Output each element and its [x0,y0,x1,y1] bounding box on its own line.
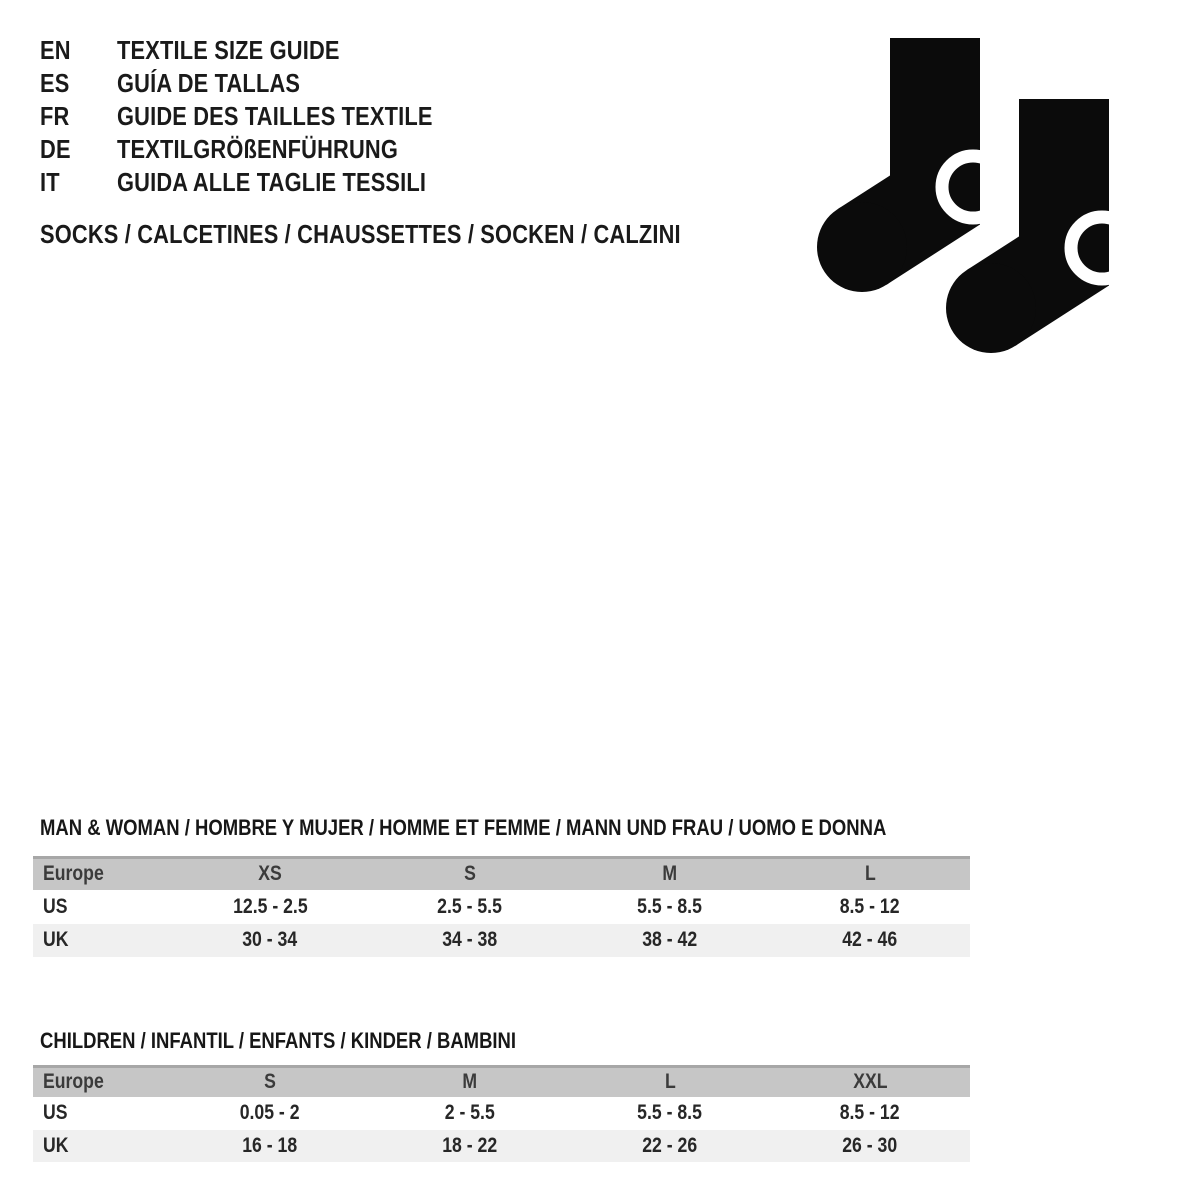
children-title: CHILDREN / INFANTIL / ENFANTS / KINDER / BAMBINI [40,1028,517,1053]
language-title-es: GUÍA DE TALLAS [117,68,301,98]
language-title-de: TEXTILGRÖßENFÜHRUNG [117,134,399,164]
language-title-list [40,34,493,199]
language-row-it [40,166,493,199]
product-category-line: SOCKS / CALCETINES / CHAUSSETTES / SOCKEN / CALZINI [40,219,681,249]
size-column-header: XS [258,862,282,886]
size-column-header: M [462,1070,478,1094]
size-column-header: S [264,1070,276,1094]
language-row-de [40,133,493,166]
children-section [33,1029,969,1162]
size-value: 26 - 30 [842,1133,898,1157]
row-label: US [43,894,68,918]
language-code-fr: FR [40,101,70,131]
size-column-header: M [662,862,678,886]
size-value: 22 - 26 [642,1133,698,1157]
size-value: 16 - 18 [242,1133,298,1157]
size-value: 8.5 - 12 [840,894,900,918]
size-column-header: XXL [852,1070,888,1094]
language-title-fr: GUIDE DES TAILLES TEXTILE [117,101,433,131]
size-value: 42 - 46 [842,928,898,951]
row-label: UK [43,1133,69,1157]
table-row-uk [33,924,970,957]
size-value: 18 - 22 [442,1133,498,1157]
table-header-row [33,1067,970,1097]
language-row-en [40,34,493,67]
region-column-header: Europe [43,862,104,886]
region-column-header: Europe [43,1070,104,1094]
row-label: US [43,1101,68,1124]
size-value: 2.5 - 5.5 [437,894,503,918]
size-column-header: S [464,862,476,886]
table-row-us [33,1097,970,1130]
man-woman-title: MAN & WOMAN / HOMBRE Y MUJER / HOMME ET FEMME / MANN UND FRAU / UOMO E DONNA [40,815,887,840]
size-value: 5.5 - 8.5 [637,1101,703,1124]
socks-icon [780,20,1180,380]
language-code-de: DE [40,134,71,164]
size-value: 8.5 - 12 [840,1101,900,1124]
language-code-it: IT [40,167,60,197]
size-value: 30 - 34 [242,928,298,951]
language-title-it: GUIDA ALLE TAGLIE TESSILI [117,167,427,197]
size-value: 34 - 38 [442,928,498,951]
children-table [33,1065,970,1162]
size-value: 12.5 - 2.5 [232,894,308,918]
size-value: 2 - 5.5 [444,1101,496,1124]
row-label: UK [43,928,69,951]
table-row-us [33,890,970,924]
language-row-es [40,67,493,100]
man-woman-section [33,816,969,957]
man-woman-table [33,856,970,957]
language-code-es: ES [40,68,70,98]
size-value: 5.5 - 8.5 [637,894,703,918]
table-row-uk [33,1130,970,1162]
language-row-fr [40,100,493,133]
size-column-header: L [664,1070,676,1094]
size-column-header: L [864,862,876,886]
language-title-en: TEXTILE SIZE GUIDE [117,35,340,65]
table-header-row [33,858,970,890]
sock-left [817,38,1004,292]
size-value: 38 - 42 [642,928,698,951]
size-value: 0.05 - 2 [240,1101,300,1124]
language-code-en: EN [40,35,71,65]
